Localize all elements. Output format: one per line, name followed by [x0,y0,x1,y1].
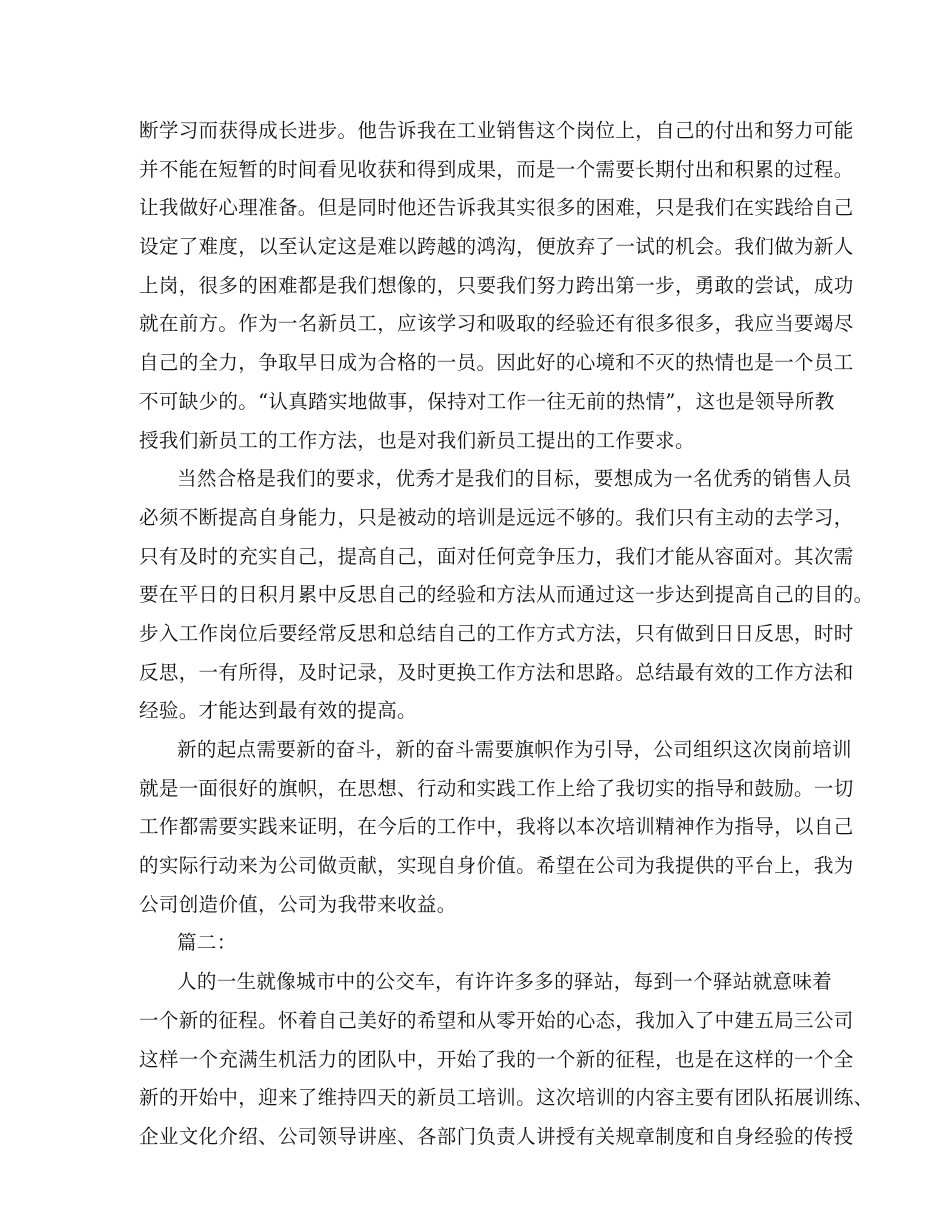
text-line: 新的开始中，迎来了维持四天的新员工培训。这次培训的内容主要有团队拓展训练、 [139,1086,874,1110]
text-line: 反思，一有所得，及时记录，及时更换工作方法和思路。总结最有效的工作方法和 [139,660,854,684]
text-line: 并不能在短暂的时间看见收获和得到成果，而是一个需要长期付出和积累的过程。 [139,157,854,181]
text-line: 设定了难度，以至认定这是难以跨越的鸿沟，便放弃了一试的机会。我们做为新人 [139,235,854,259]
text-line: 的实际行动来为公司做贡献，实现自身价值。希望在公司为我提供的平台上，我为 [139,854,854,878]
document-body [139,112,874,1157]
text-line: 这样一个充满生机活力的团队中，开始了我的一个新的征程，也是在这样的一个全 [139,1047,854,1071]
paragraph-first-line: 篇二： [177,931,237,955]
text-line: 让我做好心理准备。但是同时他还告诉我其实很多的困难，只是我们在实践给自己 [139,196,854,220]
paragraph-first-line: 新的起点需要新的奋斗，新的奋斗需要旗帜作为引导，公司组织这次岗前培训 [177,738,852,761]
text-line: 工作都需要实践来证明，在今后的工作中，我将以本次培训精神作为指导，以自己 [139,815,854,839]
paragraph-first-line: 人的一生就像城市中的公交车，有许许多多的驿站，每到一个驿站就意味着 [177,970,833,994]
text-line: 要在平日的日积月累中反思自己的经验和方法从而通过这一步达到提高自己的目的。 [139,583,874,607]
text-line: 步入工作岗位后要经常反思和总结自己的工作方式方法，只有做到日日反思，时时 [139,621,854,645]
text-line: 必须不断提高自身能力，只是被动的培训是远远不够的。我们只有主动的去学习， [139,505,854,529]
text-line: 就在前方。作为一名新员工，应该学习和吸取的经验还有很多很多，我应当要竭尽 [139,312,854,336]
text-line: 自己的全力，争取早日成为合格的一员。因此好的心境和不灭的热情也是一个员工 [139,351,854,375]
paragraph-first-line: 当然合格是我们的要求，优秀才是我们的目标，要想成为一名优秀的销售人员 [177,467,852,491]
text-line: 一个新的征程。怀着自己美好的希望和从零开始的心态，我加入了中建五局三公司 [139,1008,854,1032]
text-line: 授我们新员工的工作方法，也是对我们新员工提出的工作要求。 [139,428,695,452]
text-line: 不可缺少的。“认真踏实地做事，保持对工作一往无前的热情”，这也是领导所教 [139,389,835,413]
text-line: 只有及时的充实自己，提高自己，面对任何竞争压力，我们才能从容面对。其次需 [139,544,854,568]
text-line: 就是一面很好的旗帜，在思想、行动和实践工作上给了我切实的指导和鼓励。一切 [139,776,854,800]
text-line: 上岗，很多的困难都是我们想像的，只要我们努力跨出第一步，勇敢的尝试，成功 [139,273,854,297]
text-line: 经验。才能达到最有效的提高。 [139,699,417,723]
text-line: 断学习而获得成长进步。他告诉我在工业销售这个岗位上，自己的付出和努力可能 [139,119,854,142]
text-line: 公司创造价值，公司为我带来收益。 [139,892,457,916]
text-line: 企业文化介绍、公司领导讲座、各部门负责人讲授有关规章制度和自身经验的传授 [139,1124,854,1148]
